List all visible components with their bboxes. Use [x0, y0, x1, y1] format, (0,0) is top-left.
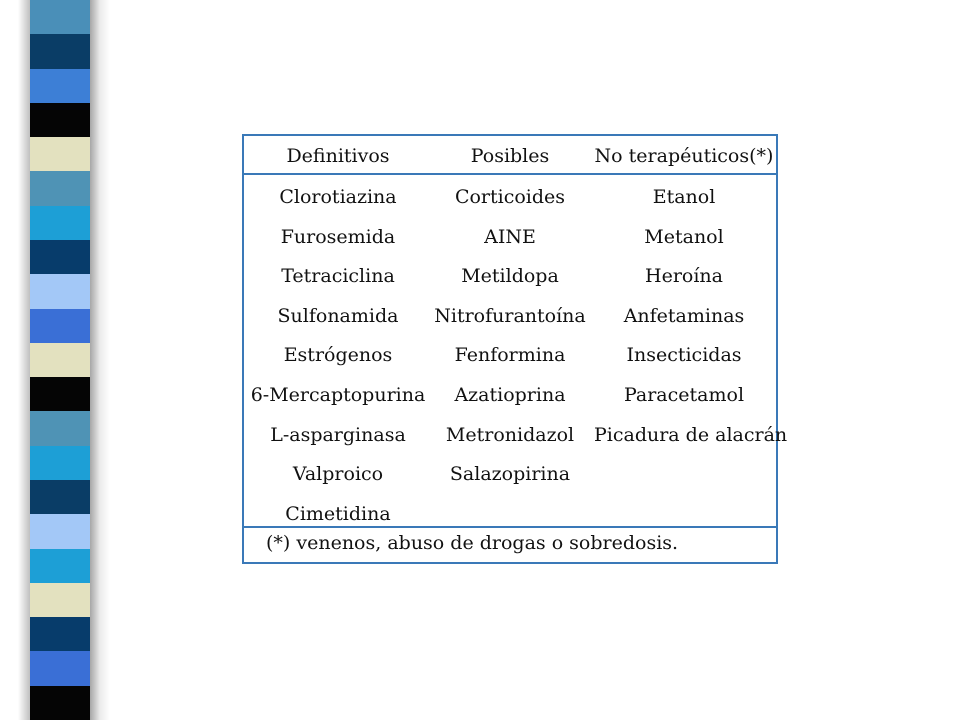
table-cell: Valproico	[292, 463, 384, 486]
table-cell: Metanol	[644, 225, 724, 248]
header-posibles: Posibles	[470, 145, 550, 167]
table-row	[244, 375, 776, 415]
footer-divider	[244, 526, 776, 528]
table-cell: Picadura de alacrán	[594, 423, 788, 446]
bar-stripe	[30, 343, 90, 378]
decorative-bar-shadow-left	[18, 0, 30, 720]
decorative-striped-bar	[30, 0, 90, 720]
table-cell: Fenformina	[454, 344, 566, 367]
table-row	[244, 335, 776, 375]
bar-stripe	[30, 549, 90, 584]
table-cell: Nitrofurantoína	[434, 304, 586, 327]
table-cell: Etanol	[652, 186, 716, 208]
table-cell: Tetraciclina	[281, 265, 395, 288]
table-cell: Sulfonamida	[277, 304, 399, 327]
bar-stripe	[30, 651, 90, 686]
bar-stripe	[30, 69, 90, 104]
table-row	[244, 415, 788, 455]
bar-stripe	[30, 446, 90, 481]
bar-stripe	[30, 480, 90, 515]
table-cell: Clorotiazina	[279, 186, 397, 208]
table-cell: Estrógenos	[283, 344, 393, 367]
table-cell: Azatioprina	[454, 384, 566, 406]
bar-stripe	[30, 274, 90, 309]
bar-stripe	[30, 309, 90, 344]
table-header-row	[244, 136, 776, 174]
bar-stripe	[30, 34, 90, 69]
table-cell: Insecticidas	[626, 344, 742, 367]
table-cell: Paracetamol	[623, 384, 745, 406]
table-cell: L-asparginasa	[270, 423, 406, 446]
table-row	[244, 217, 776, 257]
header-no-terapeuticos: No terapéuticos(*)	[594, 145, 774, 167]
bar-stripe	[30, 377, 90, 412]
table-cell: Furosemida	[280, 225, 396, 248]
table-row	[244, 454, 776, 494]
table-cell: Anfetaminas	[623, 304, 745, 327]
table-cell: Metronidazol	[445, 423, 575, 446]
table-row	[244, 296, 776, 336]
table-cell: Cimetidina	[285, 502, 391, 525]
bar-stripe	[30, 103, 90, 138]
table-cell: 6-Mercaptopurina	[250, 384, 426, 406]
bar-stripe	[30, 0, 90, 35]
table-row	[244, 177, 776, 217]
table-row	[244, 256, 776, 296]
bar-stripe	[30, 411, 90, 446]
table-cell: AINE	[484, 225, 536, 248]
bar-stripe	[30, 240, 90, 275]
decorative-bar-shadow	[90, 0, 110, 720]
header-definitivos: Definitivos	[286, 145, 390, 167]
bar-stripe	[30, 686, 90, 720]
bar-stripe	[30, 583, 90, 618]
drug-table	[242, 134, 788, 564]
header-divider	[244, 173, 776, 175]
bar-stripe	[30, 514, 90, 549]
table-cell: Metildopa	[461, 265, 559, 288]
table-cell: Heroína	[645, 265, 723, 288]
table-footnote: (*) venenos, abuso de drogas o sobredosis.	[266, 532, 679, 554]
table-cell	[594, 454, 774, 494]
bar-stripe	[30, 617, 90, 652]
table-cell: Corticoides	[454, 186, 566, 208]
bar-stripe	[30, 206, 90, 241]
bar-stripe	[30, 171, 90, 206]
bar-stripe	[30, 137, 90, 172]
table-cell: Salazopirina	[449, 463, 571, 486]
